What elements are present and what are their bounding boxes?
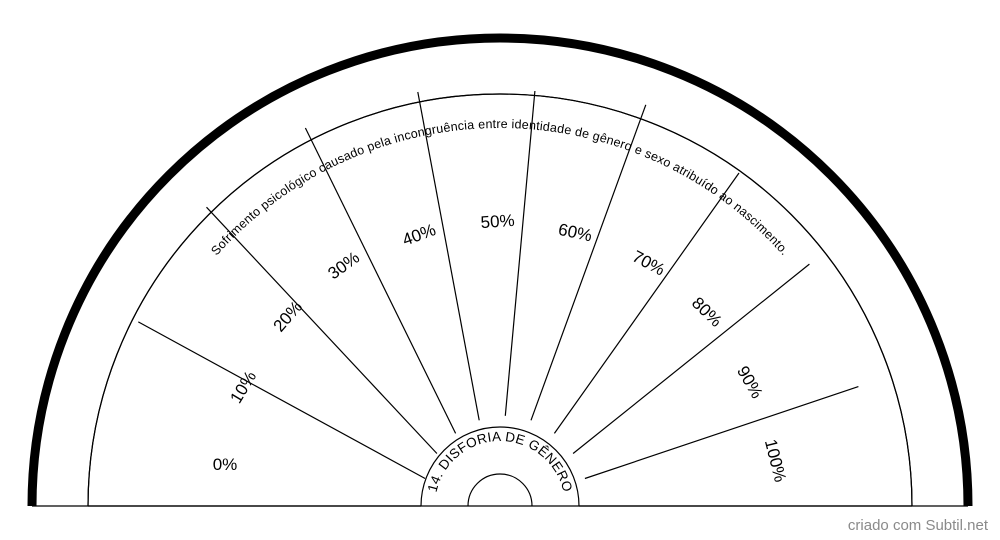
- sector-label-8: 80%: [687, 293, 726, 331]
- chart-subtitle: Sofrimento psicológico causado pela incongruência entre identidade de gênero e sexo atribuído ao nascimento.: [208, 116, 792, 258]
- sector-label-0: 0%: [212, 455, 238, 474]
- footer-brand[interactable]: Subtil.net: [925, 517, 988, 534]
- sector-label-2: 20%: [269, 297, 307, 336]
- sector-label-5: 50%: [479, 210, 516, 233]
- sector-label-1: 10%: [226, 367, 261, 407]
- footer-text: criado com: [847, 517, 926, 534]
- chart-title: 14. DISFORIA DE GÊNERO: [424, 428, 576, 494]
- sector-label-7: 70%: [629, 246, 669, 280]
- sector-label-6: 60%: [556, 219, 594, 246]
- sector-outer-arc: [88, 94, 912, 506]
- sector-label-10: 100%: [760, 437, 790, 485]
- sector-label-3: 30%: [324, 247, 364, 284]
- sector-label-4: 40%: [399, 220, 439, 250]
- hub-inner-arc: [468, 474, 532, 506]
- sector-label-9: 90%: [733, 362, 767, 402]
- footer-credit: [848, 517, 988, 534]
- text-band-arc: [88, 94, 912, 506]
